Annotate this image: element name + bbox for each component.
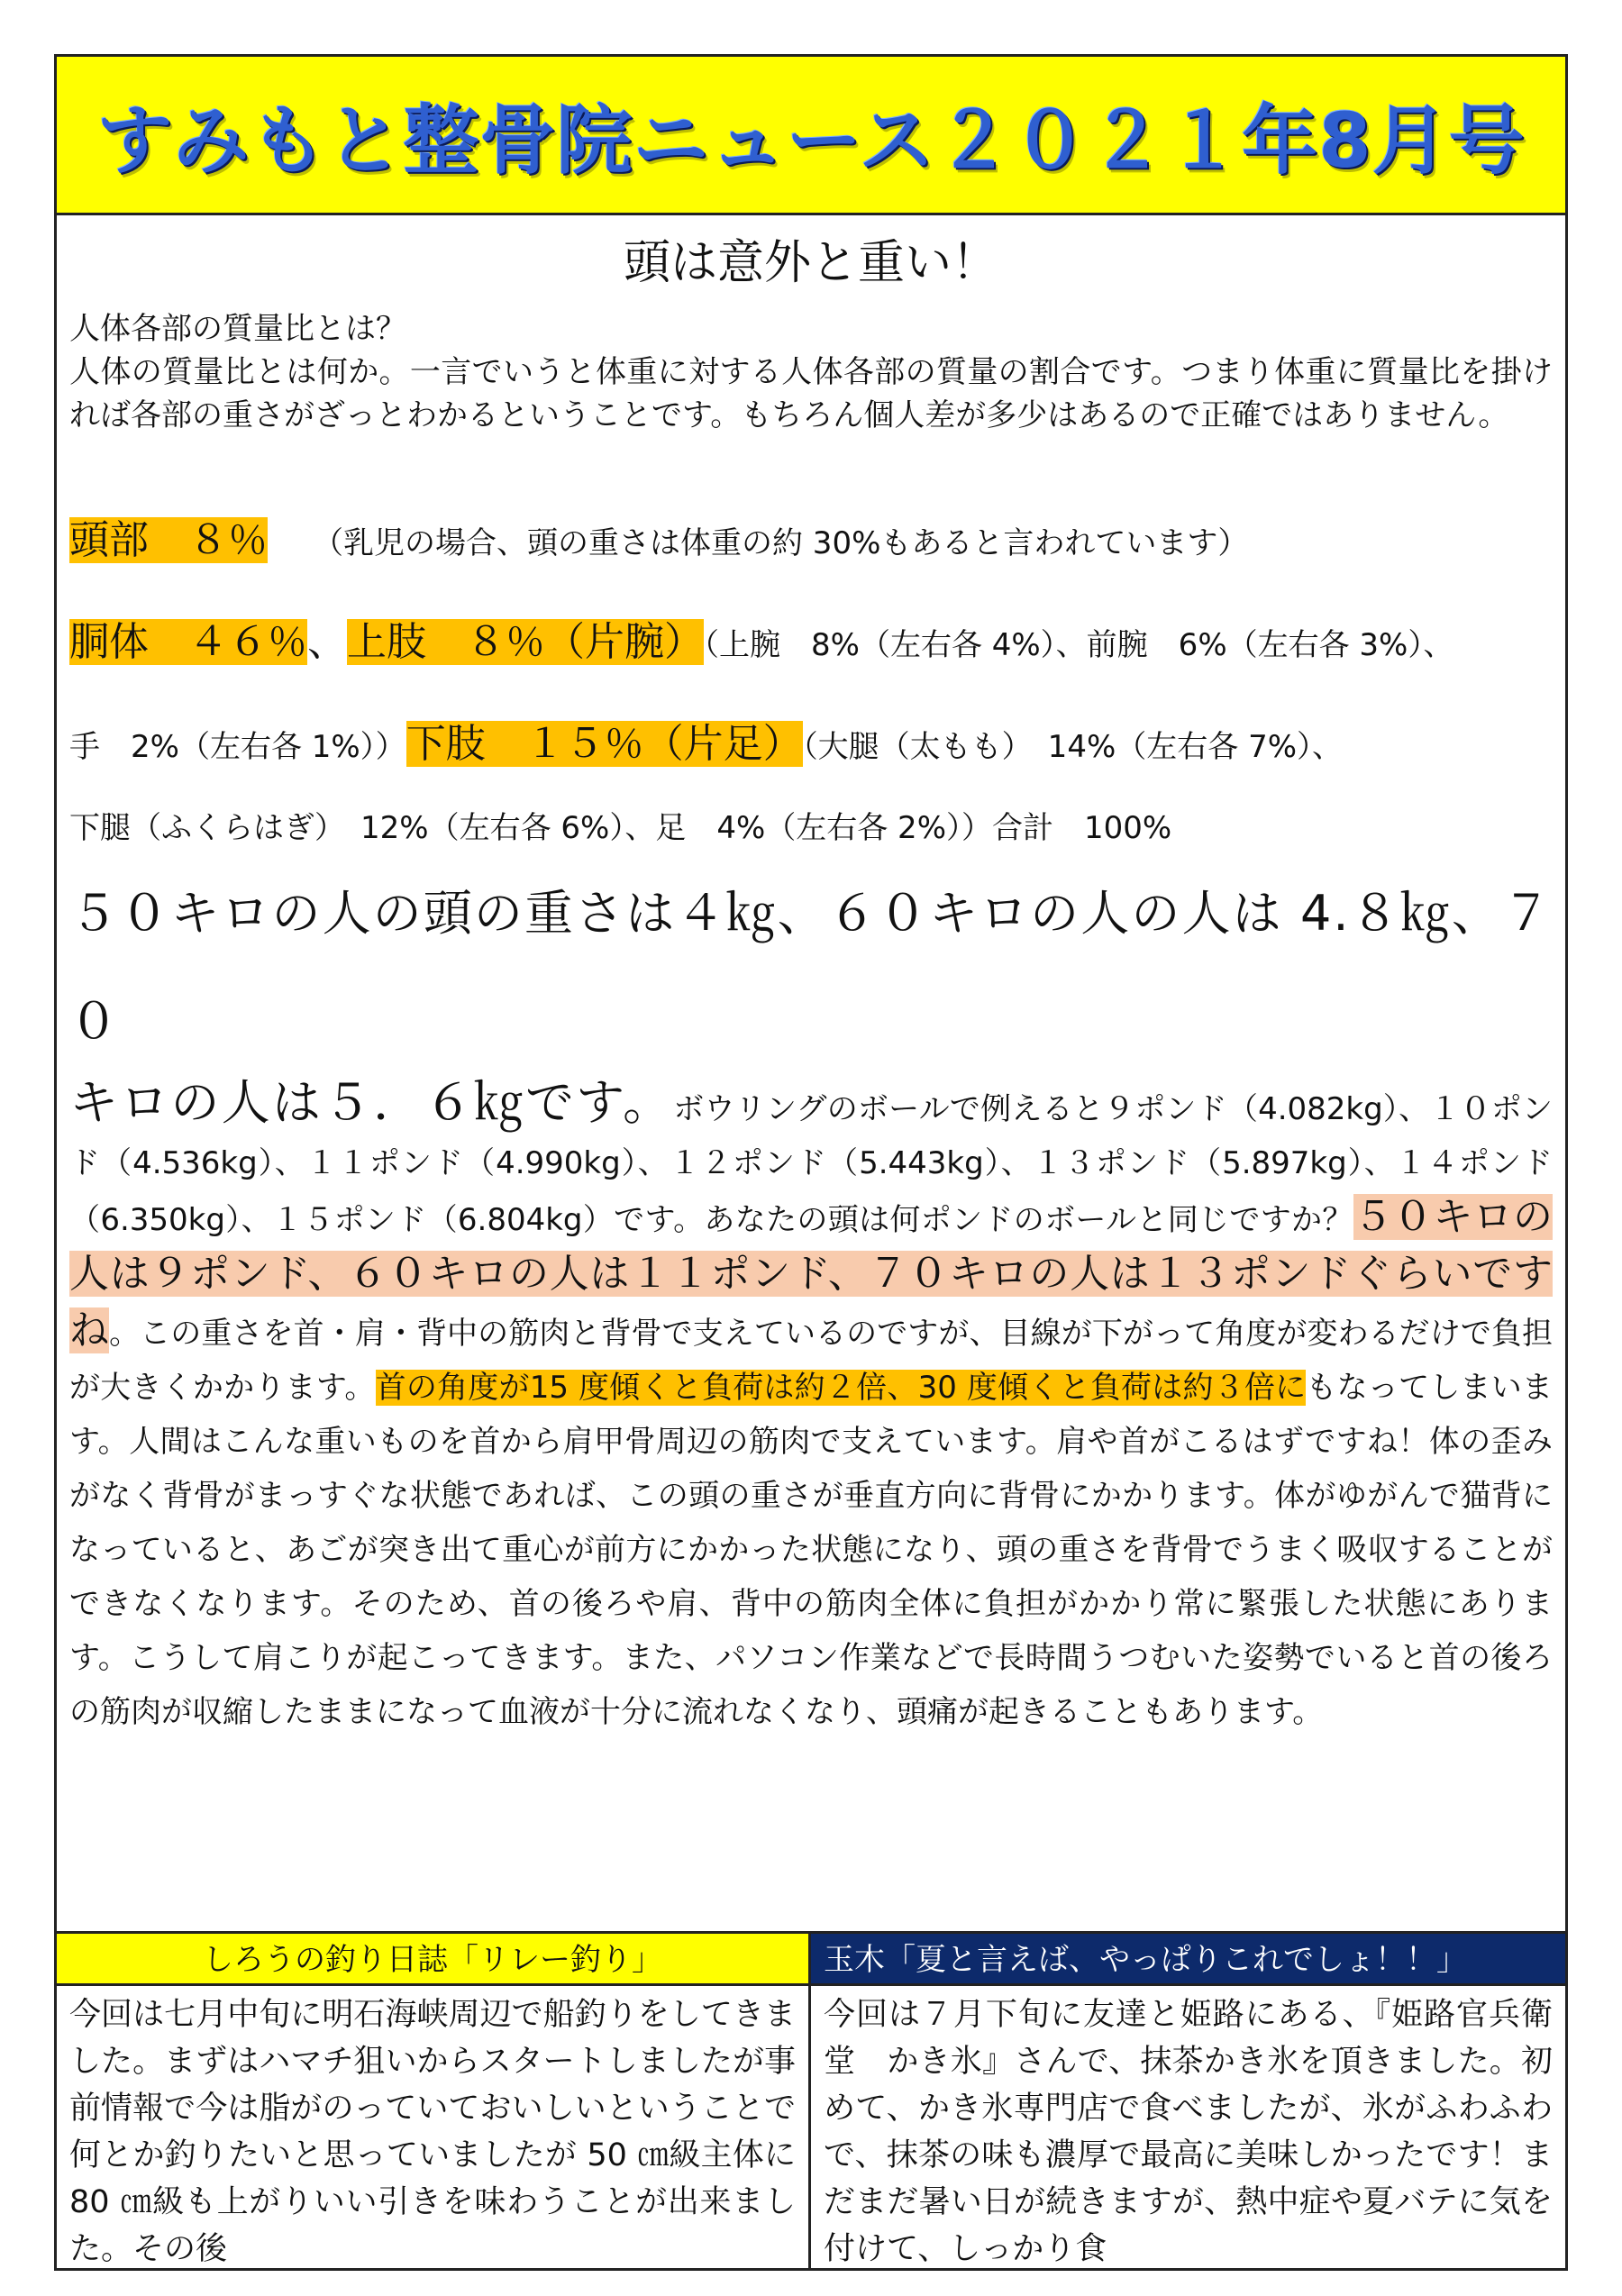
arm-ratio-detail: （上腕 8%（左右各 4%）、前腕 6%（左右各 3%）、 (704, 627, 1454, 663)
intro-paragraph: 人体の質量比とは何か。一言でいうと体重に対する人体各部の質量の割合です。つまり体重に質量比を掛ければ各部の重さがざっとわかるということです。もちろん個人差が多少はあるので正確ではありません。 (69, 354, 1553, 433)
hand-ratio-detail: 手 2%（左右各 1%）） (69, 729, 406, 765)
calf-row (69, 797, 1553, 860)
fishing-diary-header: しろうの釣り日誌「リレー釣り」 (57, 1934, 808, 1986)
newsletter-title: すみもと整骨院ニュース２０２１年8月号 (96, 96, 1526, 185)
summer-column-header: 玉木「夏と言えば、やっぱりこれでしょ！！」 (811, 1934, 1565, 1986)
trunk-arm-row (69, 593, 1553, 695)
bowling-answer-2: ７０キロの人は１３ポンドぐらいですね (69, 1251, 1553, 1353)
calf-ratio-detail: 下腿（ふくらはぎ） 12%（左右各 6%）、足 4%（左右各 2%））合計 100% (69, 810, 1172, 846)
trunk-separator: 、 (307, 619, 347, 665)
head-ratio-label: 頭部 ８％ (69, 517, 268, 563)
weights-paragraph (69, 1076, 1553, 1739)
trunk-ratio-label: 胴体 ４６％ (69, 619, 307, 665)
body-part-2: もなってしまいます。人間はこんな重いものを首から肩甲骨周辺の筋肉で支えています。肩や首がこるはずですね！体の歪みがなく背骨がまっすぐな状態であれば、この頭の重さが垂直方向に背骨にかかります。体がゆがんで猫背になっていると、あごが突き出て重心が前方にかかった状態になり、頭の重さを背骨でうまく吸収することができなくなります。そのため、首の後ろや肩、背中の筋肉全体に負担がかかり常に緊張した状態にあります。こうして肩こりが起こってきます。また、パソコン作業などで長時間うつむいた姿勢でいると首の後ろの筋肉が収縮したままになって血液が十分に流れなくなり、頭痛が起きることもあります。 (69, 1370, 1554, 1730)
weights-line-1: ５０キロの人の頭の重さは４㎏、６０キロの人の人は 4.８㎏、７０ (69, 885, 1553, 1050)
head-ratio-row (69, 491, 1553, 593)
intro-question: 人体各部の質量比とは？ (69, 311, 406, 347)
hand-leg-row (69, 695, 1553, 797)
bottom-columns (57, 1931, 1565, 2268)
article-title: 頭は意外と重い！ (623, 236, 998, 290)
leg-ratio-detail: （大腿（太もも） 14%（左右各 7%）、 (802, 729, 1344, 765)
body-part-1: 。この重さを首・肩・背中の筋肉と背骨で支えているのですが、目線が下がって角度が変わるだけで負担が大きくかかります。 (69, 1316, 1554, 1406)
bowling-intro: ボウリングのボールで例えると９ポンド（4.082kg）、１０ポンド（4.536kg）、１１ポンド（4.990kg）、１２ポンド（5.443kg）、１３ポンド（5.897kg）、１４ポンド（6.350kg）、１５ポンド（6.804kg）です。あなたの頭は何ポンドのボールと同じですか？ (69, 1091, 1553, 1238)
head-ratio-note: （乳児の場合、頭の重さは体重の約 30%もあると言われています） (313, 525, 1249, 561)
bowling-answer-1: ５０キロの人は９ポンド、６０キロの人は１１ポンド、 (69, 1194, 1554, 1297)
leg-ratio-label: 下肢 １５％（片足） (406, 721, 803, 767)
main-article (69, 215, 1553, 1931)
angle-load-highlight: 首の角度が15 度傾くと負荷は約２倍、30 度傾くと負荷は約３倍に (375, 1370, 1307, 1406)
summer-column (811, 1934, 1565, 2268)
spacer (69, 437, 1553, 491)
fishing-diary-body: 今回は七月中旬に明石海峡周辺で船釣りをしてきました。まずはハマチ狙いからスタートしましたが事前情報で今は脂がのっていておいしいということで何とか釣りたいと思っていましたが 50 ㎝級主体に 80 ㎝級も上がりいい引きを味わうことが出来ました。その後 (69, 1997, 796, 2267)
weights-line-2: キロの人は５．６㎏です。 (69, 1074, 674, 1131)
newsletter-page (54, 54, 1568, 2271)
fishing-diary-column (57, 1934, 811, 2268)
masthead (57, 57, 1565, 215)
arm-ratio-label: 上肢 ８％（片腕） (347, 619, 704, 665)
summer-column-body: 今回は７月下旬に友達と姫路にある、『姫路官兵衛堂 かき氷』さんで、抹茶かき氷を頂きました。初めて、かき氷専門店で食べましたが、氷がふわふわで、抹茶の味も濃厚で最高に美味しかったです！まだまだ暑い日が続きますが、熱中症や夏バテに気を付けて、しっかり食 (824, 1997, 1553, 2267)
